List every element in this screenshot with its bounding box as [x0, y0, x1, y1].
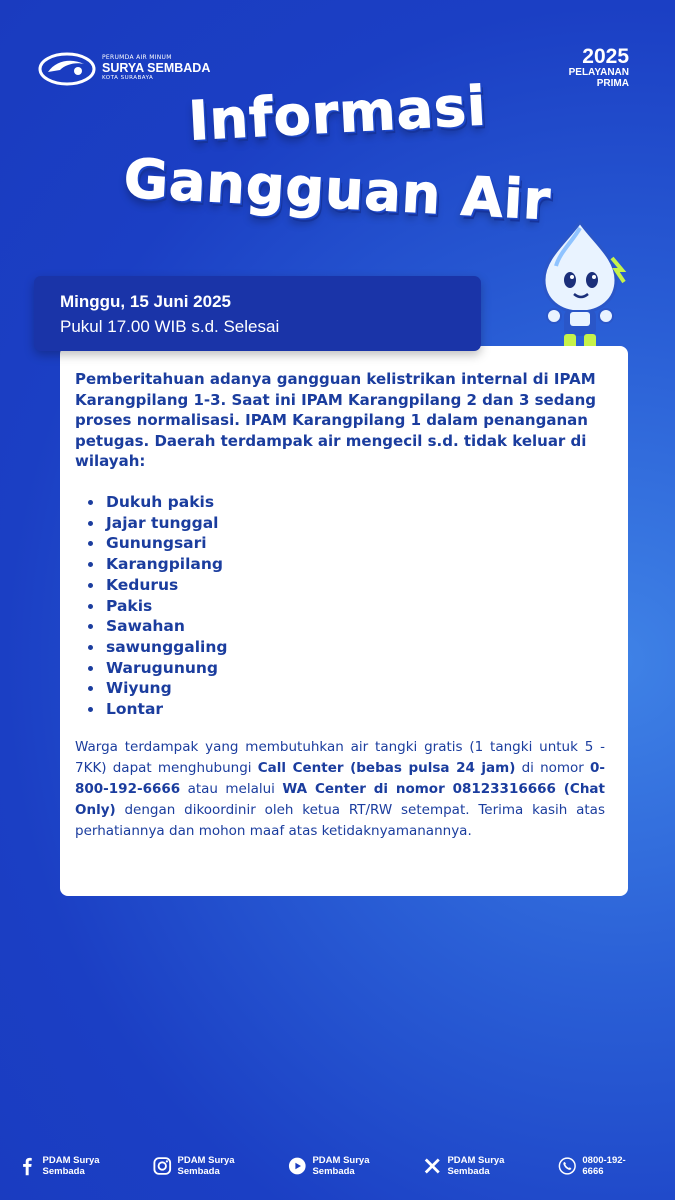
list-item: • Warugunung [104, 658, 227, 679]
brand-city: KOTA SURABAYA [102, 74, 154, 81]
brand-logo [38, 50, 210, 86]
list-item: • sawunggaling [104, 637, 227, 658]
list-item: • Gunungsari [104, 533, 227, 554]
phone-icon [558, 1156, 577, 1176]
call-center-label: Call Center (bebas pulsa 24 jam) [257, 760, 516, 776]
page-title-line2: Gangguan Air [122, 146, 553, 233]
water-drop-logo-icon [38, 50, 96, 86]
list-item: • Kedurus [104, 575, 227, 596]
social-youtube-label: PDAM Surya Sembada [312, 1155, 370, 1177]
badge-year: 2025 [582, 45, 629, 68]
social-facebook[interactable] [18, 1155, 137, 1177]
instagram-icon [153, 1156, 172, 1176]
social-instagram-label: PDAM Surya Sembada [177, 1155, 235, 1177]
schedule-bar [34, 276, 481, 351]
list-item: • Lontar [104, 699, 227, 720]
social-youtube[interactable] [288, 1155, 407, 1177]
brand-small-line: PERUMDA AIR MINUM [102, 54, 172, 61]
youtube-icon [288, 1156, 307, 1176]
affected-areas-list [82, 492, 227, 720]
badge-line1: PELAYANAN [568, 67, 629, 78]
social-phone-label: 0800-192-6666 [582, 1155, 626, 1177]
list-item: • Sawahan [104, 616, 227, 637]
x-twitter-icon [423, 1156, 442, 1176]
schedule-date: Minggu, 15 Juni 2025 [60, 292, 231, 311]
social-phone[interactable] [558, 1155, 642, 1177]
list-item: • Karangpilang [104, 554, 227, 575]
social-x-label: PDAM Surya Sembada [447, 1155, 505, 1177]
list-item: • Dukuh pakis [104, 492, 227, 513]
wa-center-number: WA Center di nomor 08123316666 (Chat Only) [75, 781, 605, 818]
page-title-line1: Informasi [186, 74, 489, 153]
brand-name: SURYA SEMBADA [102, 61, 211, 75]
list-item: • Jajar tunggal [104, 513, 227, 534]
list-item: • Wiyung [104, 678, 227, 699]
social-instagram[interactable] [153, 1155, 272, 1177]
notice-footer: Warga terdampak yang membutuhkan air tangki gratis (1 tangki untuk 5 - 7KK) dapat menghubungi Call Center (bebas pulsa 24 jam) di nomor 0-800-192-6666 atau melalui WA Center di nomor 08123316666 (Chat Only) dengan dikoordinir oleh ketua RT/RW setempat. Terima kasih atas perhatiannya dan mohon maaf atas ketidaknyamanannya. [75, 739, 606, 839]
social-facebook-label: PDAM Surya Sembada [42, 1155, 100, 1177]
badge-line2: PRIMA [596, 78, 629, 89]
call-center-number: 0-800-192-6666 [75, 760, 606, 797]
notice-lead: Pemberitahuan adanya gangguan kelistrikan internal di IPAM Karangpilang 1-3. Saat ini IPAM Karangpilang 2 dan 3 sedang proses normalisasi. IPAM Karangpilang 1 dalam penanganan petugas. Daerah terdampak air mengecil s.d. tidak keluar di wilayah: [75, 370, 596, 470]
social-x[interactable] [423, 1155, 542, 1177]
water-drop-mascot-icon [526, 218, 634, 356]
facebook-icon [18, 1156, 37, 1176]
notice-card [60, 346, 628, 896]
list-item: • Pakis [104, 596, 227, 617]
schedule-time: Pukul 17.00 WIB s.d. Selesai [60, 317, 280, 336]
social-footer [18, 1152, 658, 1180]
